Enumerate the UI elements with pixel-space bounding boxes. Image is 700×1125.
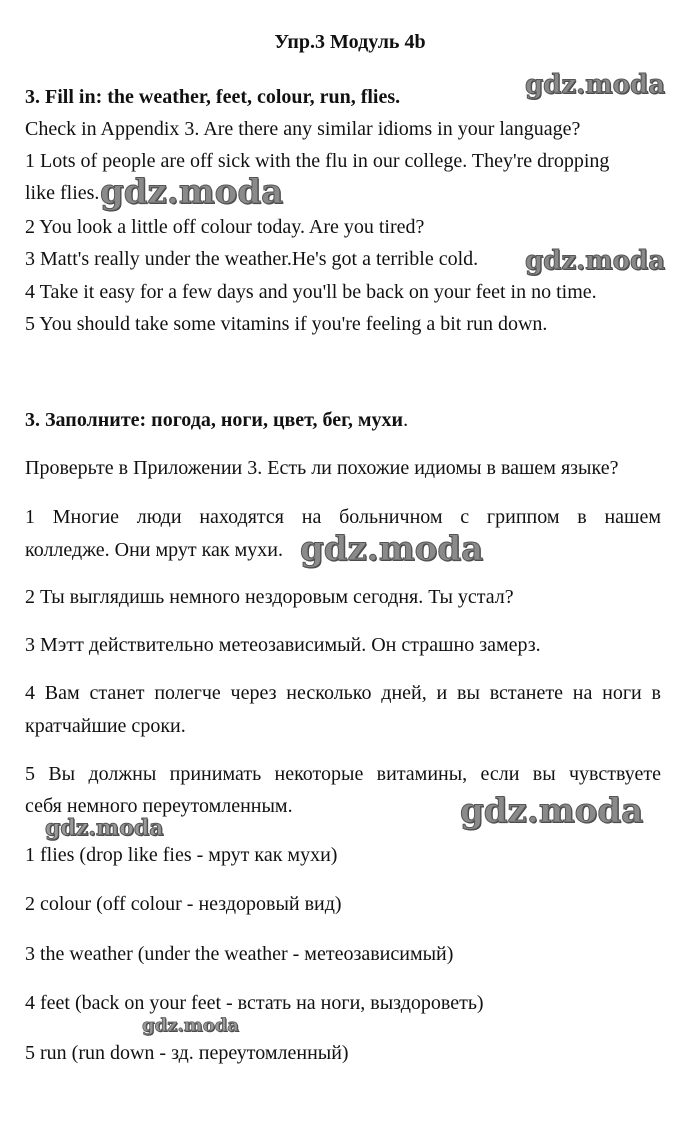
russian-item-1-line-2: колледже. Они мрут как мухи. <box>25 539 283 561</box>
english-item-3: 3 Matt's really under the weather.He's got a terrible cold. <box>25 248 479 270</box>
russian-task-heading-row <box>25 408 408 432</box>
watermark-logo: gdz.moda <box>45 815 164 841</box>
russian-item-4-line-1: 4 Вам станет полегче через несколько дней, и вы встанете на ноги в <box>25 682 661 704</box>
watermark-logo: gdz.moda <box>142 1015 239 1036</box>
answer-3: 3 the weather (under the weather - метеозависимый) <box>25 943 454 965</box>
watermark-logo: gdz.moda <box>460 791 644 831</box>
watermark-logo: gdz.moda <box>300 529 484 569</box>
english-item-4: 4 Take it easy for a few days and you'll be back on your feet in no time. <box>25 281 597 303</box>
watermark-logo: gdz.moda <box>525 70 666 100</box>
answer-1: 1 flies (drop like fies - мрут как мухи) <box>25 844 338 866</box>
russian-item-4-line-2: кратчайшие сроки. <box>25 715 186 737</box>
russian-task-heading-period: . <box>403 409 409 431</box>
page-title: Упр.3 Модуль 4b <box>274 31 426 53</box>
russian-task-heading: 3. Заполните: погода, ноги, цвет, бег, мухи <box>25 409 404 431</box>
russian-item-5-line-1: 5 Вы должны принимать некоторые витамины, если вы чувствуете <box>25 763 661 785</box>
english-item-1-line-1: 1 Lots of people are off sick with the flu in our college. They're dropping <box>25 150 610 172</box>
watermark-logo: gdz.moda <box>100 172 284 212</box>
answer-2: 2 colour (off colour - нездоровый вид) <box>25 893 342 915</box>
russian-item-1-line-1: 1 Многие люди находятся на больничном с гриппом в нашем <box>25 506 661 528</box>
english-task-heading: 3. Fill in: the weather, feet, colour, run, flies. <box>25 86 401 108</box>
english-item-5: 5 You should take some vitamins if you're feeling a bit run down. <box>25 313 548 335</box>
russian-item-3: 3 Мэтт действительно метеозависимый. Он страшно замерз. <box>25 634 541 656</box>
watermark-logo: gdz.moda <box>525 246 666 276</box>
russian-item-5-line-2: себя немного переутомленным. <box>25 795 293 817</box>
answer-4: 4 feet (back on your feet - встать на ноги, выздороветь) <box>25 992 484 1014</box>
english-item-1-line-2: like flies. <box>25 182 100 204</box>
answer-5: 5 run (run down - зд. переутомленный) <box>25 1042 349 1064</box>
russian-instruction: Проверьте в Приложении 3. Есть ли похожие идиомы в вашем языке? <box>25 457 619 479</box>
english-instruction: Check in Appendix 3. Are there any similar idioms in your language? <box>25 118 581 140</box>
russian-item-2: 2 Ты выглядишь немного нездоровым сегодня. Ты устал? <box>25 586 514 608</box>
english-item-2: 2 You look a little off colour today. Are you tired? <box>25 216 425 238</box>
